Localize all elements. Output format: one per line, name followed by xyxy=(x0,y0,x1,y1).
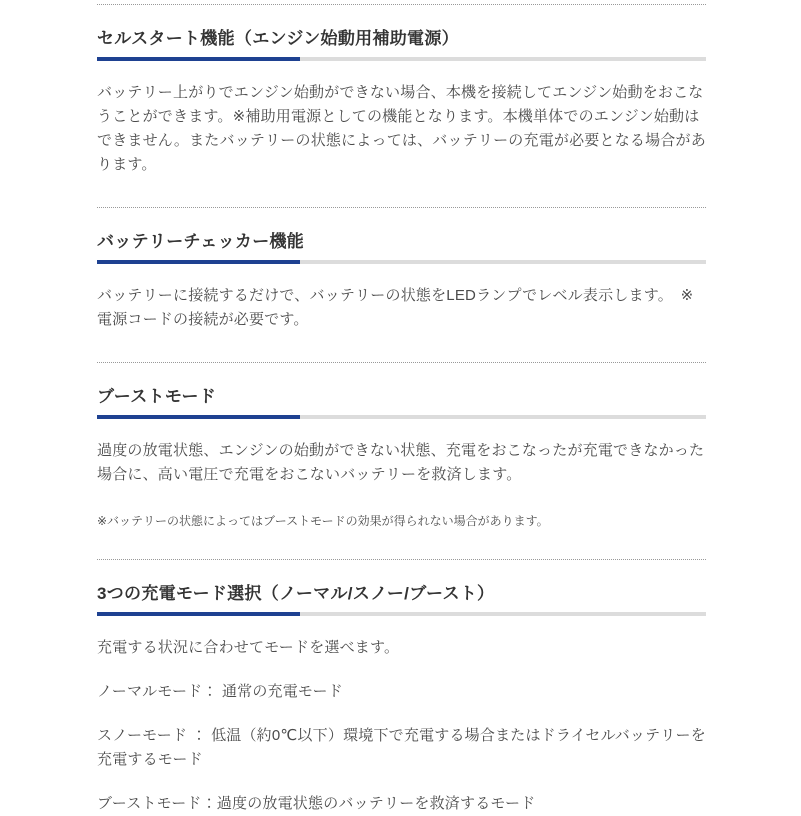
product-description xyxy=(97,0,706,816)
title-underline xyxy=(97,415,706,419)
title-underline-accent xyxy=(97,612,300,616)
title-underline xyxy=(97,612,706,616)
section-cell-start-function xyxy=(97,27,706,177)
section-separator xyxy=(97,362,706,363)
body-text: バッテリーに接続するだけで、バッテリーの状態をLEDランプでレベル表示します。 ※電源コードの接続が必要です。 xyxy=(97,287,694,328)
section-separator xyxy=(97,207,706,208)
section-title: ブーストモード xyxy=(97,387,217,406)
section-charge-mode-select xyxy=(97,582,706,816)
section-title: セルスタート機能（エンジン始動用補助電源） xyxy=(97,29,459,48)
section-title: 3つの充電モード選択（ノーマル/スノー/ブースト） xyxy=(97,584,495,603)
body-text: バッテリー上がりでエンジン始動ができない場合、本機を接続してエンジン始動をおこなうことができます。※補助用電源としての機能となります。本機単体でのエンジン始動はできません。またバッテリーの状態によっては、バッテリーの充電が必要となる場合があります。 xyxy=(97,84,706,173)
mode-item-boost: ブーストモード：過度の放電状態のバッテリーを救済するモード xyxy=(97,795,536,812)
section-boost-mode xyxy=(97,385,706,529)
section-title: バッテリーチェッカー機能 xyxy=(97,232,305,251)
title-underline xyxy=(97,260,706,264)
body-text: 充電する状況に合わせてモードを選べます。 xyxy=(97,639,400,656)
section-separator xyxy=(97,559,706,560)
section-battery-checker xyxy=(97,230,706,332)
body-text: 過度の放電状態、エンジンの始動ができない状態、充電をおこなったが充電できなかった場合に、高い電圧で充電をおこないバッテリーを救済します。 xyxy=(97,442,705,483)
disclaimer-note: ※バッテリーの状態によってはブーストモードの効果が得られない場合があります。 xyxy=(97,514,549,528)
title-underline-accent xyxy=(97,415,300,419)
section-separator xyxy=(97,4,706,5)
title-underline xyxy=(97,57,706,61)
mode-item-snow: スノーモード ： 低温（約0℃以下）環境下で充電する場合またはドライセルバッテリーを充電するモード xyxy=(97,727,706,768)
title-underline-accent xyxy=(97,260,300,264)
title-underline-accent xyxy=(97,57,300,61)
mode-item-normal: ノーマルモード： 通常の充電モード xyxy=(97,683,343,700)
